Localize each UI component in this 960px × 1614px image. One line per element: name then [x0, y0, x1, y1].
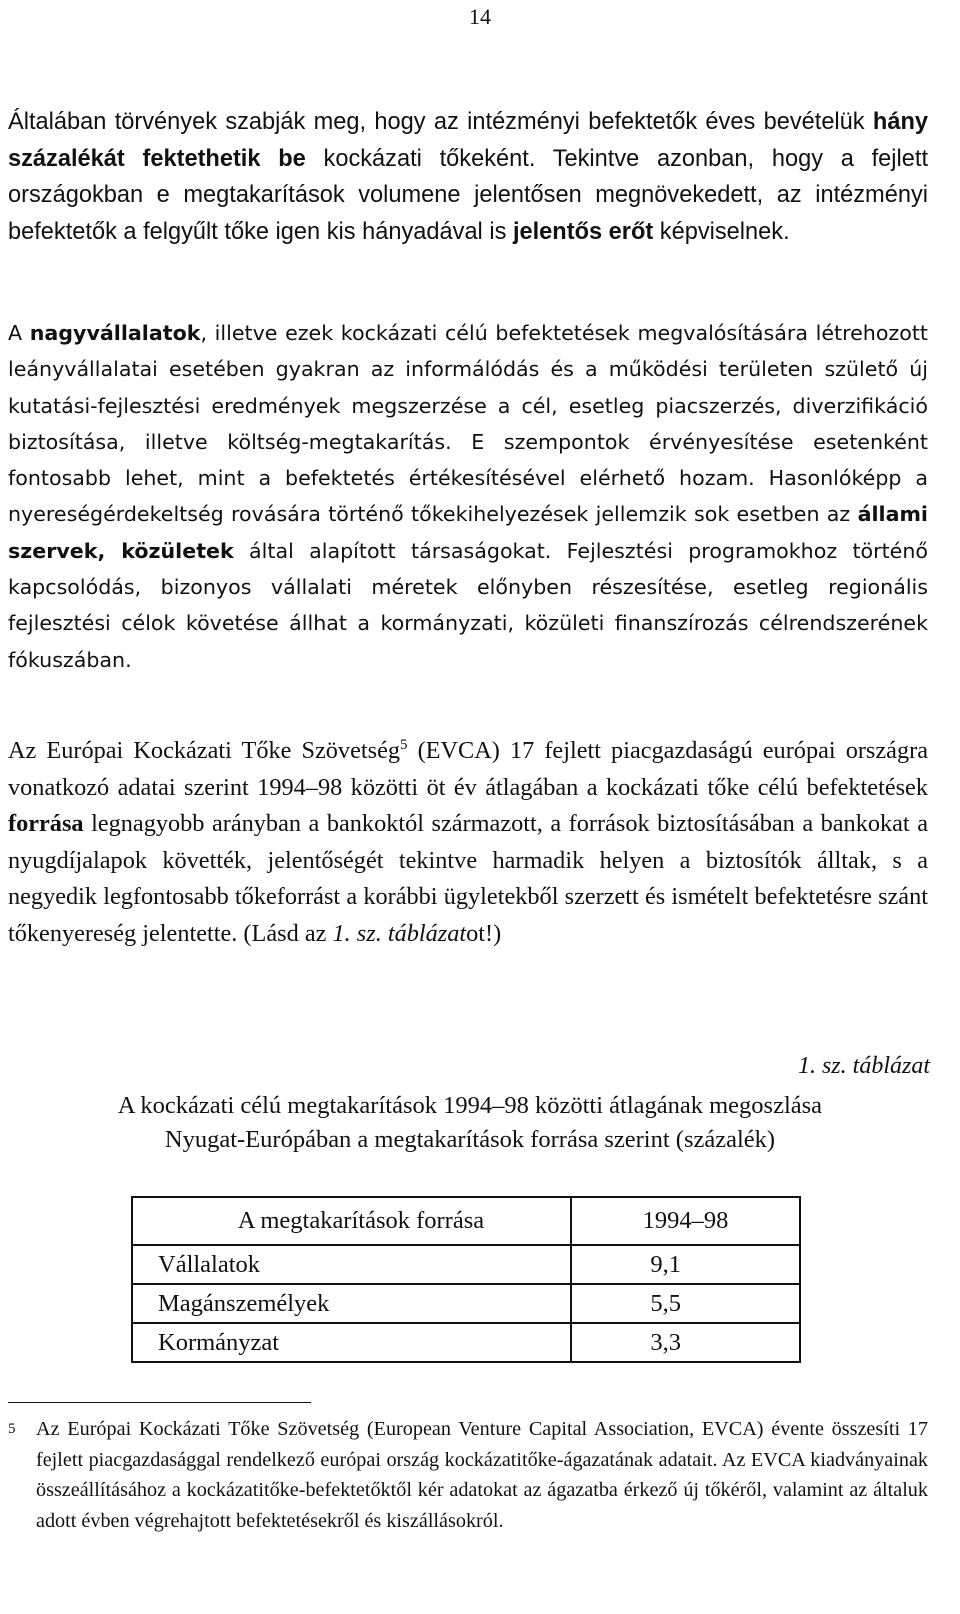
cell-source: Vállalatok	[132, 1245, 571, 1284]
text-run: Az Európai Kockázati Tőke Szövetség	[8, 737, 400, 764]
text-run: által alapított társaságokat. Fejlesztési programokhoz történő kapcsolódás, bizonyos vállalati méretek előnyben részesítése, esetleg regionális fejlesztési célok követése állhat a kormányzati, közületi finanszírozás célrendszerének fókuszában.	[8, 538, 928, 672]
text-run: ot!)	[466, 919, 502, 947]
table-header-row	[132, 1197, 800, 1245]
page-number: 14	[469, 4, 491, 29]
header-period: 1994–98	[571, 1197, 800, 1245]
footnote-number: 5	[8, 1421, 16, 1437]
bold-run: hány százalékát fektethetik be	[8, 109, 928, 172]
savings-source-table	[131, 1196, 801, 1363]
table-title	[0, 1089, 940, 1157]
italic-run: 1. sz. táblázat	[332, 919, 467, 947]
cell-value: 3,3	[571, 1323, 800, 1362]
text-run: legnagyobb arányban a bankoktól származott, a források biztosításában a bankokat a nyugdíjalapok követték, jelentőségét tekintve harmadik helyen a biztosítók álltak, s a negyedik legfontosabb tőkeforrást a korábbi ügyletekből szerzett és ismételt befektetésre szánt tőkenyereség jelentette. (Lásd az	[8, 810, 928, 947]
table-row	[132, 1284, 800, 1323]
text-run: Általában törvények szabják meg, hogy az intézményi befektetők éves bevételük	[8, 109, 873, 135]
table-label: 1. sz. táblázat	[797, 1053, 930, 1079]
header-source: A megtakarítások forrása	[132, 1197, 571, 1245]
cell-value: 5,5	[571, 1284, 800, 1323]
text-run: képviselnek.	[653, 218, 790, 245]
table-title-line: Nyugat-Európában a megtakarítások forrása szerint (százalék)	[164, 1126, 776, 1153]
bold-run: forrása	[8, 810, 84, 838]
bold-run: állami szervek, közületek	[8, 502, 928, 563]
table-title-line: A kockázati célú megtakarítások 1994–98 közötti átlagának megoszlása	[117, 1092, 823, 1119]
footnote-text: Az Európai Kockázati Tőke Szövetség (European Venture Capital Association, EVCA) évente összesíti 17 fejlett piacgazdasággal rendelkező európai ország kockázatitőke-ágazatának adatait. Az EVCA kiadványainak összeállításához a kockázatitőke-befektetőktől kér adatokat az ágazatba érkező új tőkéről, valamint az általuk adott évben végrehajtott befektetésekről és kiszállásokról.	[36, 1418, 928, 1532]
text-run: kockázati tőkeként. Tekintve azonban, hogy a fejlett országokban e megtakarítások volumene jelentősen megnövekedett, az intézményi befektetők a felgyűlt tőke igen kis hányadával is	[8, 145, 928, 245]
table-row	[132, 1245, 800, 1284]
paragraph-evca	[8, 733, 928, 953]
text-run: (EVCA) 17 fejlett piacgazdaságú európai országra vonatkozó adatai szerint 1994–98 közötti öt év átlagában a kockázati tőke célú befektetések	[8, 737, 928, 801]
footnote-reference: 5	[400, 736, 408, 753]
footnote	[8, 1414, 928, 1536]
cell-source: Magánszemélyek	[132, 1284, 571, 1323]
footnote-separator	[8, 1402, 311, 1403]
paragraph-institutional-investors	[8, 104, 928, 250]
cell-value: 9,1	[571, 1245, 800, 1284]
text-run: , illetve ezek kockázati célú befektetések megvalósítására létrehozott leányvállalatai esetében gyakran az informálódás és a működési területen születő új kutatási-fejlesztési eredmények megszerzése a cél, esetleg piacszerzés, diverzifikáció biztosítása, illetve költség-megtakarítás. E szempontok érvényesítése esetenként fontosabb lehet, mint a befektetés értékesítésével elérhető hozam. Hasonlóképp a nyereségérdekeltség rovására történő tőkekihelyezések jellemzik sok esetben az	[8, 321, 928, 527]
bold-run: jelentős erőt	[512, 218, 654, 245]
table-row	[132, 1323, 800, 1362]
bold-run: nagyvállalatok	[29, 321, 201, 345]
paragraph-large-companies	[8, 315, 928, 678]
cell-source: Kormányzat	[132, 1323, 571, 1362]
text-run: A	[8, 321, 30, 345]
